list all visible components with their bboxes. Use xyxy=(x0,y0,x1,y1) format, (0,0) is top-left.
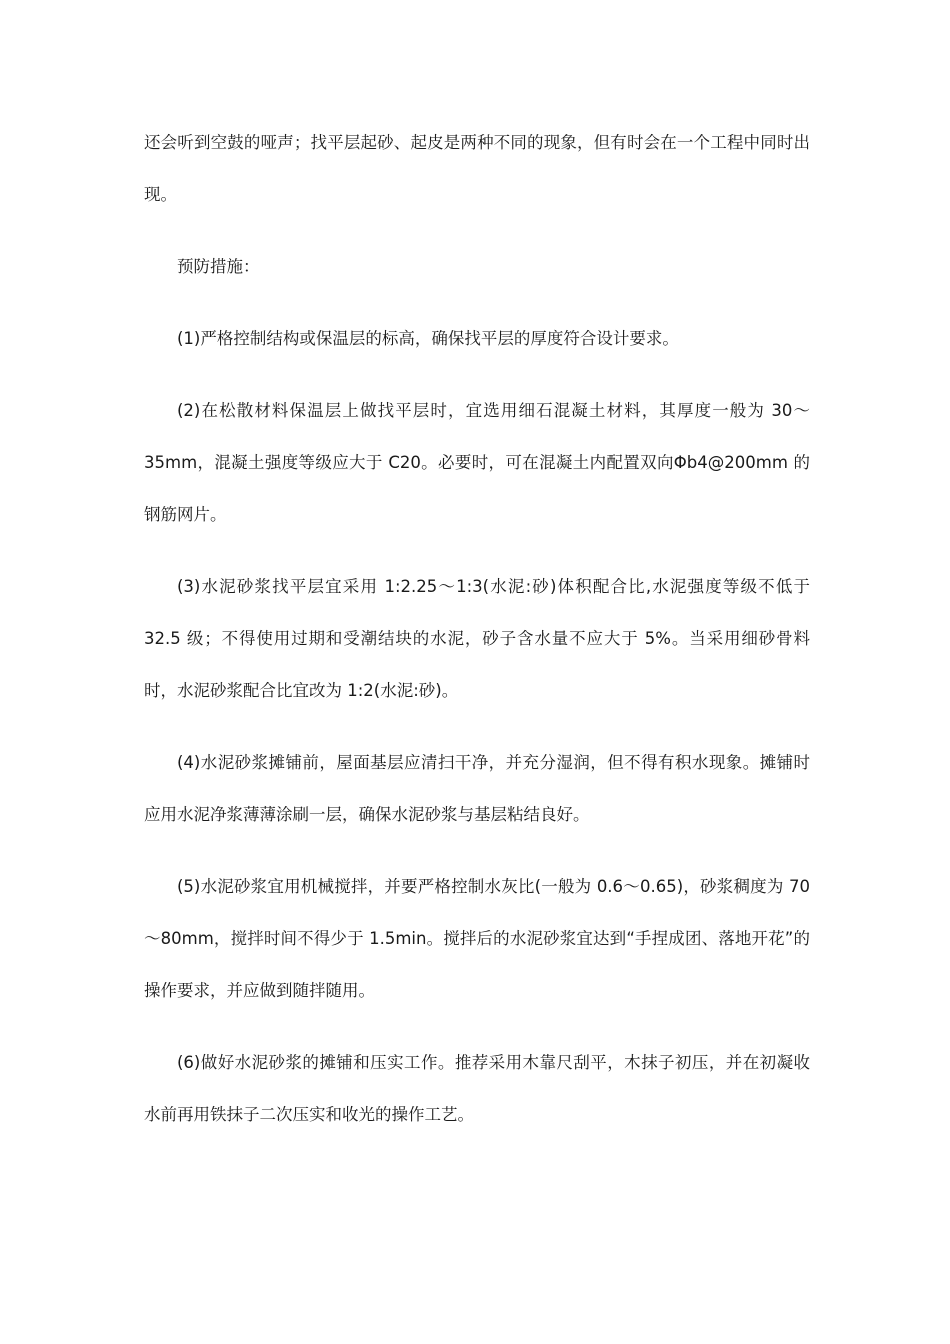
document-body xyxy=(144,117,810,1161)
paragraph-measure-1: (1)严格控制结构或保温层的标高，确保找平层的厚度符合设计要求。 xyxy=(177,329,679,348)
paragraph-continuation: 还会听到空鼓的哑声；找平层起砂、起皮是两种不同的现象，但有时会在一个工程中同时出现。 xyxy=(144,133,810,204)
paragraph-measure-5: (5)水泥砂浆宜用机械搅拌，并要严格控制水灰比(一般为 0.6～0.65)，砂浆稠度为 70～80mm，搅拌时间不得少于 1.5min。搅拌后的水泥砂浆宜达到“手捏成团、落地开花”的操作要求，并应做到随拌随用。 xyxy=(144,877,810,1000)
paragraph-prevention-heading: 预防措施： xyxy=(177,257,260,276)
paragraph-measure-3: (3)水泥砂浆找平层宜采用 1:2.25～1:3(水泥:砂)体积配合比,水泥强度等级不低于 32.5 级；不得使用过期和受潮结块的水泥，砂子含水量不应大于 5%。当采用细砂骨料时，水泥砂浆配合比宜改为 1:2(水泥:砂)。 xyxy=(144,577,810,700)
paragraph-measure-2: (2)在松散材料保温层上做找平层时，宜选用细石混凝土材料，其厚度一般为 30～35mm，混凝土强度等级应大于 C20。必要时，可在混凝土内配置双向Φb4@200mm 的钢筋网片。 xyxy=(144,401,810,524)
paragraph-measure-6: (6)做好水泥砂浆的摊铺和压实工作。推荐采用木靠尺刮平，木抹子初压，并在初凝收水前再用铁抹子二次压实和收光的操作工艺。 xyxy=(144,1053,810,1124)
paragraph-measure-4: (4)水泥砂浆摊铺前，屋面基层应清扫干净，并充分湿润，但不得有积水现象。摊铺时应用水泥净浆薄薄涂刷一层，确保水泥砂浆与基层粘结良好。 xyxy=(144,753,810,824)
